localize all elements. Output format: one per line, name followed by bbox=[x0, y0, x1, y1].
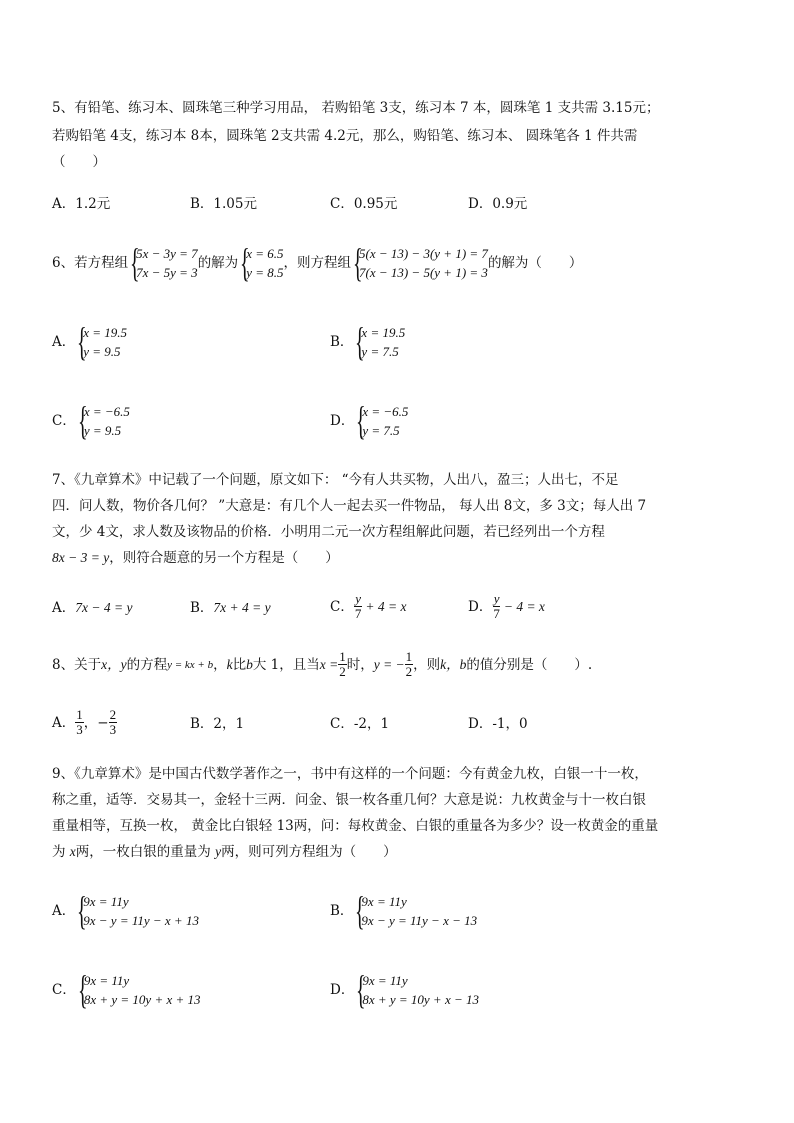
q6-option-c-eq-1: x = −6.5 bbox=[83, 404, 130, 419]
q7-option-d-rest: − 4 = x bbox=[503, 598, 545, 614]
option-label: C． bbox=[330, 598, 354, 615]
q6-option-d-eq-2: y = 7.5 bbox=[362, 423, 400, 438]
option-label: A． bbox=[52, 600, 76, 616]
q8-var-k: k bbox=[226, 656, 233, 672]
q9-option-b-eq-1: 9x = 11y bbox=[361, 894, 407, 909]
q6-option-c bbox=[52, 398, 130, 443]
brace: { bbox=[77, 888, 87, 933]
q7-option-c bbox=[330, 592, 406, 621]
q5-option-c: C．0.95元 bbox=[330, 196, 398, 212]
q7-line-4-text: ，则符合题意的另一个方程是（ ） bbox=[109, 550, 339, 566]
q9-option-d-eq-2: 8x + y = 10y + x − 13 bbox=[362, 992, 479, 1007]
fraction: $\frac{1}{3}$ bbox=[76, 707, 83, 737]
q8-text: 的值分别是（ ）. bbox=[466, 656, 593, 673]
q6-system-3-eq-1: 5(x − 13) − 3(y + 1) = 7 bbox=[358, 246, 488, 261]
q9-option-b bbox=[330, 888, 478, 933]
q6-system-3-eq-2: 7(x − 13) − 5(y + 1) = 3 bbox=[358, 265, 488, 280]
q7-option-b bbox=[190, 598, 271, 618]
q5-line-3: （ ） bbox=[52, 154, 106, 170]
option-label: C． bbox=[52, 982, 76, 998]
q7-line-2: 四．问人数，物价各几何？ ”大意是：有几个人一起去买一件物品， 每人出 8文，多 3文；每人出 7 bbox=[52, 498, 647, 514]
q9-text: 两，一枚白银的重量为 bbox=[75, 844, 216, 860]
q6-option-a bbox=[52, 319, 128, 364]
brace: { bbox=[240, 240, 250, 285]
q7-option-d bbox=[468, 592, 545, 621]
q6-option-a-eq-1: x = 19.5 bbox=[83, 325, 128, 340]
q8-vars: x，y bbox=[101, 656, 127, 672]
q9-var-x: x bbox=[69, 844, 76, 859]
option-label: D． bbox=[330, 982, 355, 998]
q8-text: ，则 bbox=[413, 656, 441, 673]
q7-option-a-eq: 7x − 4 = y bbox=[75, 600, 133, 615]
q5-option-d: D．0.9元 bbox=[468, 196, 528, 212]
q8-option-d: D．-1，0 bbox=[468, 716, 528, 732]
q6-option-a-eq-2: y = 9.5 bbox=[83, 344, 121, 359]
option-label: D． bbox=[330, 413, 355, 429]
q9-option-c-eq-2: 8x + y = 10y + x + 13 bbox=[83, 992, 201, 1007]
q5-line-1: 5、有铅笔、练习本、圆珠笔三种学习用品， 若购铅笔 3支，练习本 7 本，圆珠笔 1 支共需 3.15元； bbox=[52, 100, 660, 116]
q9-line-4 bbox=[52, 842, 397, 862]
q9-option-d-eq-1: 9x = 11y bbox=[362, 973, 408, 988]
brace: { bbox=[355, 888, 366, 933]
q8-text: 8、关于 bbox=[52, 656, 102, 673]
q6-option-b bbox=[330, 319, 406, 364]
option-label: A． bbox=[52, 334, 76, 350]
option-label: B． bbox=[190, 600, 214, 616]
q8-text: ， bbox=[213, 656, 227, 673]
q6-system-1-eq-1: 5x − 3y = 7 bbox=[136, 246, 198, 261]
q5-line-2: 若购铅笔 4支，练习本 8本，圆珠笔 2支共需 4.2元，那么，购铅笔、练习本、 圆珠笔各 1 件共需 bbox=[52, 128, 638, 144]
q9-option-a-eq-2: 9x − y = 11y − x + 13 bbox=[83, 913, 199, 928]
q6-option-d bbox=[330, 398, 409, 443]
q9-option-c-eq-1: 9x = 11y bbox=[83, 973, 130, 988]
q9-option-b-eq-2: 9x − y = 11y − x − 13 bbox=[361, 913, 478, 928]
q6-stem bbox=[52, 240, 583, 285]
q6-prefix: 6、若方程组 bbox=[52, 255, 129, 271]
brace: { bbox=[130, 240, 140, 285]
brace: { bbox=[352, 240, 363, 285]
q7-option-a bbox=[52, 598, 132, 618]
brace: { bbox=[77, 319, 87, 364]
fraction: $\frac{y}{7}$ bbox=[493, 591, 500, 621]
q7-line-3: 文，少 4文，求人数及该物品的价格．小明用二元一次方程组解此问题，若已经列出一个方程 bbox=[52, 524, 605, 540]
q7-given-equation: 8x − 3 = y bbox=[52, 550, 110, 565]
option-label: D． bbox=[468, 598, 493, 615]
q8-equation: y = kx + b bbox=[167, 658, 214, 671]
option-label: A． bbox=[52, 714, 76, 731]
q5-option-b: B．1.05元 bbox=[190, 196, 257, 212]
q7-line-4 bbox=[52, 548, 339, 568]
q9-option-c bbox=[52, 967, 201, 1012]
q8-text: 比 bbox=[232, 656, 247, 673]
q8-text: 的方程 bbox=[126, 656, 168, 673]
q9-text: 两，则可列方程组为（ ） bbox=[221, 844, 397, 860]
q6-mid-2: ，则方程组 bbox=[283, 255, 351, 271]
fraction: $\frac{1}{2}$ bbox=[339, 649, 346, 679]
q9-text: 为 bbox=[52, 844, 70, 860]
q6-suffix: 的解为（ ） bbox=[487, 255, 583, 271]
q5-option-a: A．1.2元 bbox=[52, 196, 111, 212]
q6-option-d-eq-1: x = −6.5 bbox=[362, 404, 409, 419]
separator: ，− bbox=[83, 714, 109, 731]
q6-system-2 bbox=[238, 240, 284, 285]
brace: { bbox=[356, 398, 366, 443]
option-label: A． bbox=[52, 903, 76, 919]
q8-y-eq: y = − bbox=[373, 656, 405, 672]
option-label: C． bbox=[52, 413, 76, 429]
q7-line-1: 7、《九章算术》中记载了一个问题，原文如下： “今有人共买物，人出八，盈三；人出七，不足 bbox=[52, 472, 619, 488]
q6-option-b-eq-2: y = 7.5 bbox=[361, 344, 399, 359]
brace: { bbox=[355, 319, 366, 364]
q8-var-b: b bbox=[246, 656, 253, 672]
fraction: $\frac{1}{2}$ bbox=[405, 649, 413, 679]
option-label: B． bbox=[330, 903, 354, 919]
q6-option-c-eq-2: y = 9.5 bbox=[83, 423, 122, 438]
q6-system-2-eq-1: x = 6.5 bbox=[246, 246, 284, 261]
q8-option-a bbox=[52, 708, 117, 737]
q8-text: 大 1，且当 bbox=[252, 656, 320, 673]
q9-option-d bbox=[330, 967, 479, 1012]
q8-option-c: C．-2，1 bbox=[330, 716, 390, 732]
q9-line-1: 9、《九章算术》是中国古代数学著作之一，书中有这样的一个问题：今有黄金九枚，白银一十一枚， bbox=[52, 766, 648, 782]
q9-option-a-eq-1: 9x = 11y bbox=[83, 894, 129, 909]
q8-text: 时， bbox=[346, 656, 374, 673]
q9-line-2: 称之重，适等．交易其一，金轻十三两．问金、银一枚各重几何？大意是说：九枚黄金与十一枚白银 bbox=[52, 792, 646, 808]
q6-mid-1: 的解为 bbox=[197, 255, 239, 271]
q6-system-1-eq-2: 7x − 5y = 3 bbox=[136, 265, 198, 280]
option-label: B． bbox=[330, 334, 354, 350]
q6-system-2-eq-2: y = 8.5 bbox=[246, 265, 284, 280]
fraction: $\frac{2}{3}$ bbox=[109, 707, 117, 737]
fraction: $\frac{y}{7}$ bbox=[354, 591, 362, 621]
brace: { bbox=[77, 967, 88, 1012]
brace: { bbox=[356, 967, 366, 1012]
q7-option-b-eq: 7x + 4 = y bbox=[213, 600, 271, 615]
q6-option-b-eq-1: x = 19.5 bbox=[361, 325, 406, 340]
q9-line-3: 重量相等，互换一枚， 黄金比白银轻 13两，问：每枚黄金、白银的重量各为多少？设一枚黄金的重量 bbox=[52, 818, 659, 834]
brace: { bbox=[77, 398, 88, 443]
q8-option-b: B．2，1 bbox=[190, 716, 245, 732]
q8-x-eq: x = bbox=[319, 656, 339, 672]
q7-option-c-rest: + 4 = x bbox=[365, 598, 407, 614]
q6-system-1 bbox=[128, 240, 198, 285]
q8-vars-kb: k，b bbox=[440, 656, 467, 672]
q9-var-y: y bbox=[215, 844, 222, 859]
q8-stem bbox=[52, 650, 592, 679]
q6-system-3 bbox=[351, 240, 488, 285]
q9-option-a bbox=[52, 888, 199, 933]
